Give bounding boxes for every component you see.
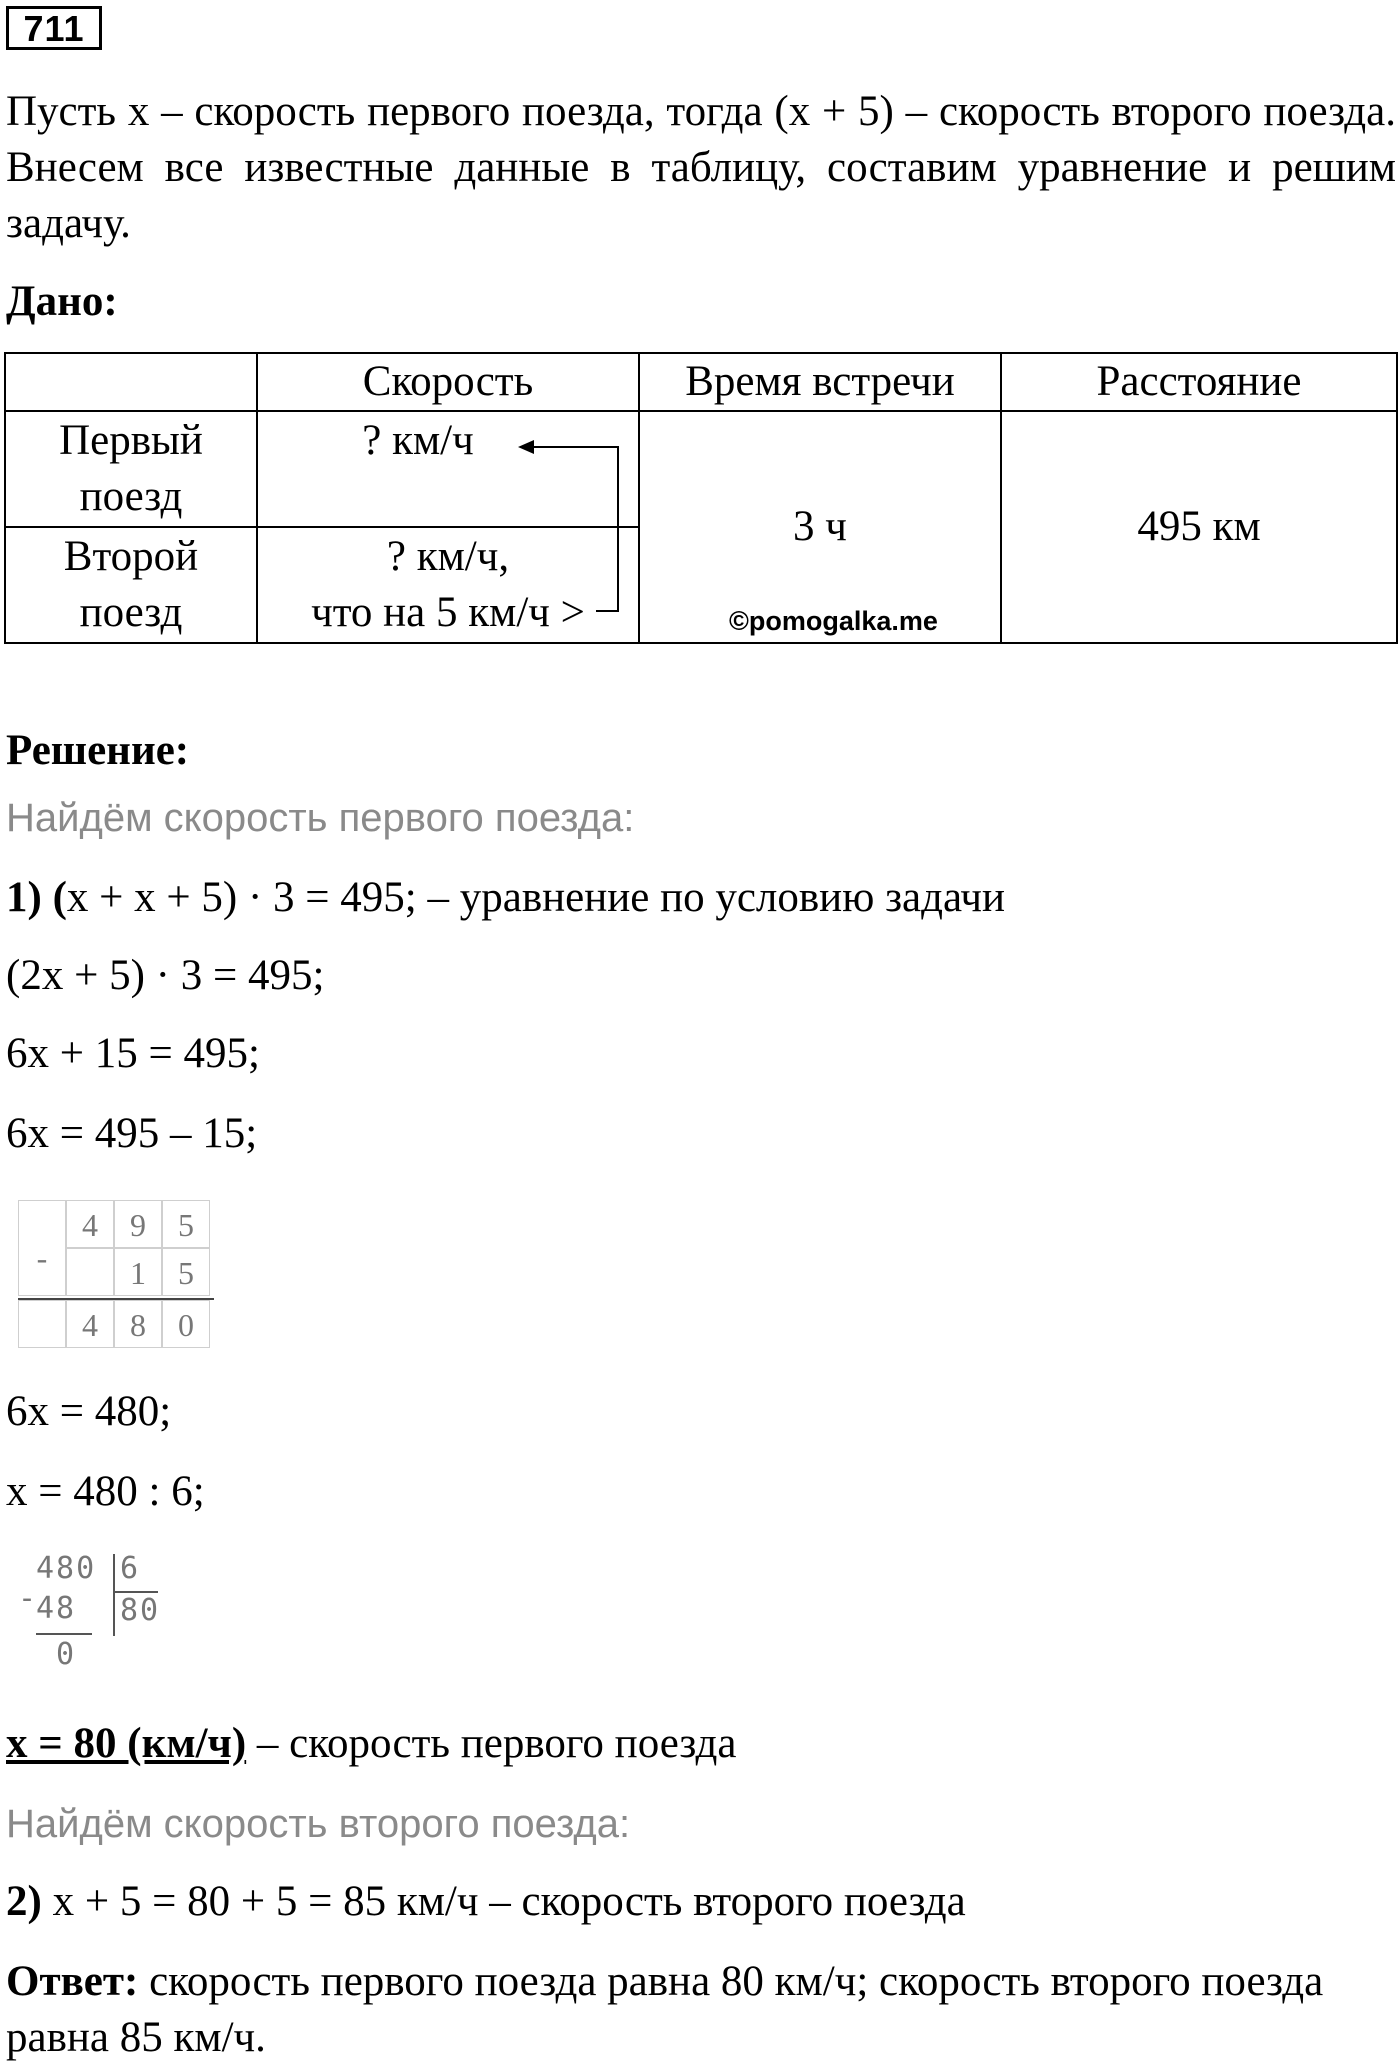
answer-text: скорость первого поезда равна 80 км/ч; скорость второго поезда — [138, 1958, 1324, 2005]
result-text: – скорость первого поезда — [246, 1720, 737, 1767]
digit: 5 — [162, 1248, 210, 1296]
minus-sign: - — [18, 1581, 39, 1616]
watermark: ©pomogalka.me — [729, 606, 938, 636]
result-value: x = 80 (км/ч) — [6, 1720, 247, 1767]
step-text: x + 5 = 80 + 5 = 85 км/ч – скорость второго поезда — [41, 1878, 966, 1925]
digit: 1 — [114, 1248, 162, 1296]
speed-cell-second-train: ? км/ч, что на 5 км/ч > — [257, 527, 639, 643]
row-label-first-train: Первый поезд — [5, 411, 257, 527]
equation-4: 6x = 495 – 15; — [6, 1110, 258, 1157]
hint-first-speed: Найдём скорость первого поезда: — [6, 796, 635, 840]
equation-5: 6x = 480; — [6, 1388, 172, 1435]
digit — [66, 1248, 114, 1296]
row-label-second-train: Второй поезд — [5, 527, 257, 643]
speed-cell-first-train: ? км/ч — [257, 411, 639, 527]
digit: 4 — [66, 1300, 114, 1348]
distance-cell: 495 км — [1001, 411, 1397, 643]
long-division — [18, 1551, 161, 1682]
division-lines — [18, 1552, 161, 1682]
remainder: 0 — [56, 1637, 77, 1672]
step-text: x + x + 5) · 3 = 495; – уравнение по условию задачи — [66, 874, 1006, 921]
step-number: 2) — [6, 1878, 42, 1925]
quotient: 80 — [120, 1593, 161, 1628]
header-cell-distance: Расстояние — [1001, 353, 1397, 411]
answer-label: Ответ: — [6, 1958, 139, 2005]
digit: 9 — [114, 1200, 162, 1248]
problem-number: 711 — [6, 6, 102, 50]
digit: 8 — [114, 1300, 162, 1348]
time-cell: 3 ч — [639, 411, 1001, 643]
intro-paragraph: Пусть x – скорость первого поезда, тогда (x + 5) – скорость второго поезда. Внесем все известные данные в таблицу, составим уравнение и решим задачу. — [6, 88, 1396, 247]
subtrahend: 48 — [36, 1591, 77, 1626]
result-first-speed — [6, 1716, 737, 1772]
given-heading: Дано: — [6, 278, 118, 325]
minus-sign: - — [18, 1248, 66, 1296]
hint-second-speed: Найдём скорость второго поезда: — [6, 1802, 631, 1846]
solution-heading: Решение: — [6, 727, 190, 774]
divisor: 6 — [120, 1551, 141, 1586]
equation-6: x = 480 : 6; — [6, 1468, 205, 1515]
step-2 — [6, 1874, 966, 1930]
header-cell-time: Время встречи — [639, 353, 1001, 411]
step-number: 1) ( — [6, 874, 67, 921]
equation-2: (2x + 5) · 3 = 495; — [6, 952, 325, 999]
step-1 — [6, 870, 1005, 926]
dividend: 480 — [36, 1551, 97, 1586]
digit: 4 — [66, 1200, 114, 1248]
digit: 0 — [162, 1300, 210, 1348]
comparison-arrow-icon — [0, 0, 1400, 700]
digit: 5 — [162, 1200, 210, 1248]
answer-line-1 — [6, 1954, 1323, 2010]
header-cell-speed: Скорость — [257, 353, 639, 411]
column-subtraction — [18, 1200, 214, 1348]
answer-line-2: равна 85 км/ч. — [6, 2014, 266, 2061]
result-rule — [18, 1298, 214, 1300]
equation-3: 6x + 15 = 495; — [6, 1030, 260, 1077]
